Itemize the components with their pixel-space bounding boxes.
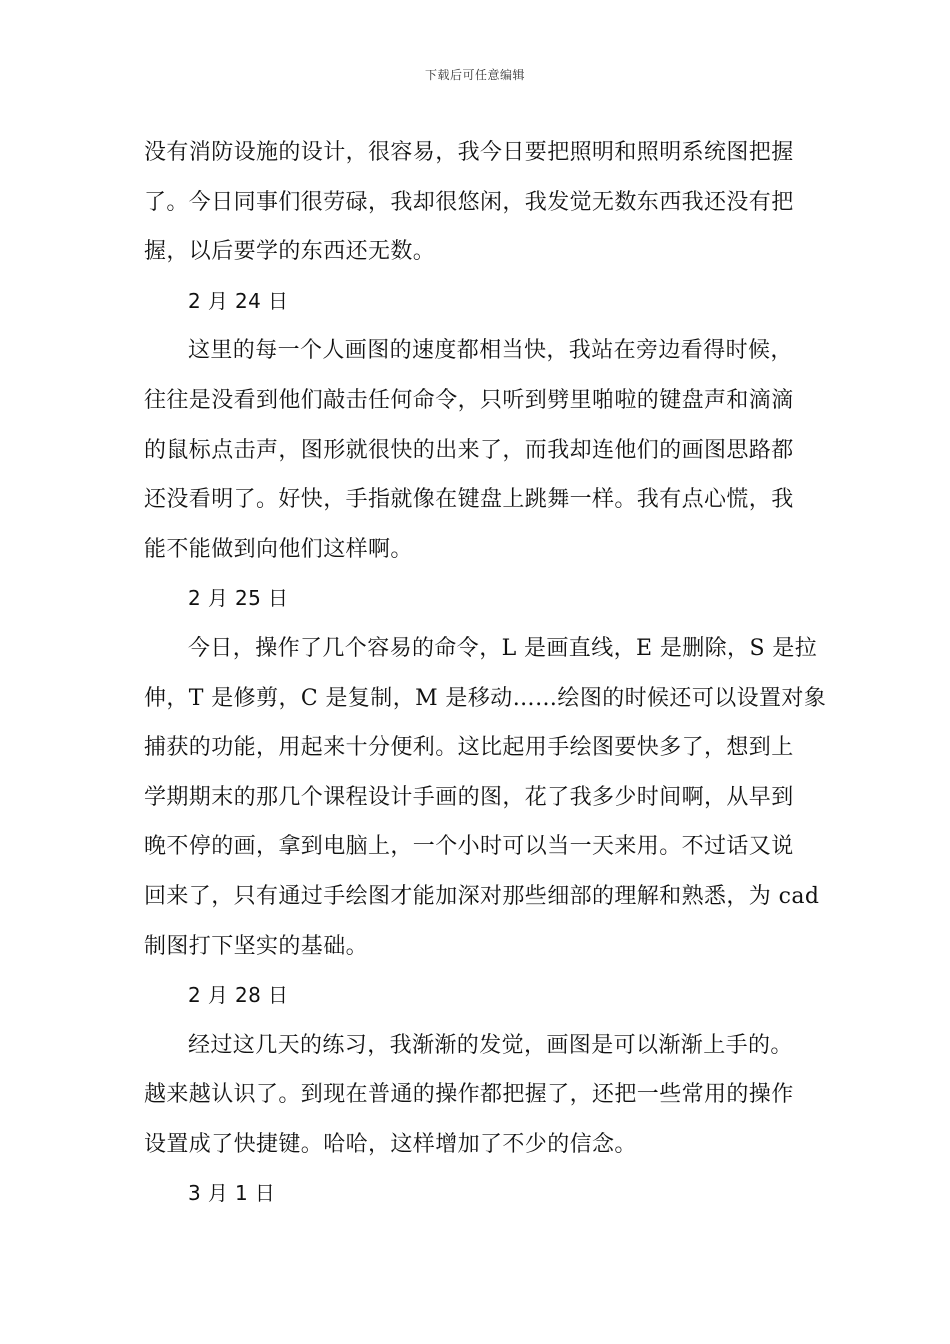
paragraph-line: 制图打下坚实的基础。: [144, 933, 369, 959]
paragraph-line: 没有消防设施的设计，很容易，我今日要把照明和照明系统图把握: [144, 140, 794, 165]
document-body: [144, 128, 827, 1219]
paragraph-line: 经过这几天的练习，我渐渐的发觉，画图是可以渐渐上手的。: [188, 1032, 793, 1058]
paragraph-line: 能不能做到向他们这样啊。: [144, 536, 413, 562]
paragraph-line: 学期期末的那几个课程设计手画的图，花了我多少时间啊，从早到: [144, 784, 794, 810]
paragraph-line: 设置成了快捷键。哈哈，这样增加了不少的信念。: [144, 1131, 637, 1157]
paragraph-line: 的鼠标点击声，图形就很快的出来了，而我却连他们的画图思路都: [144, 437, 794, 463]
paragraph-line: 握，以后要学的东西还无数。: [144, 239, 436, 265]
page-header: 下载后可任意编辑: [424, 68, 525, 82]
paragraph-line: 了。今日同事们很劳碌，我却很悠闲，我发觉无数东西我还没有把: [144, 189, 794, 215]
paragraph-line: 伸，T 是修剪，C 是复制，M 是移动……绘图的时候还可以设置对象: [144, 685, 827, 711]
date-heading: 2 月 24 日: [188, 288, 289, 313]
paragraph-line: 今日，操作了几个容易的命令，L 是画直线，E 是删除，S 是拉: [188, 635, 818, 661]
paragraph-line: 晚不停的画，拿到电脑上，一个小时可以当一天来用。不过话又说: [144, 834, 794, 860]
paragraph-line: 捕获的功能，用起来十分便利。这比起用手绘图要快多了，想到上: [144, 735, 794, 761]
date-heading: 3 月 1 日: [188, 1181, 276, 1206]
paragraph-line: 越来越认识了。到现在普通的操作都把握了，还把一些常用的操作: [144, 1082, 794, 1108]
paragraph-line: 回来了，只有通过手绘图才能加深对那些细部的理解和熟悉，为 cad: [144, 883, 820, 909]
paragraph-line: 这里的每一个人画图的速度都相当快，我站在旁边看得时候，: [188, 338, 793, 364]
date-heading: 2 月 25 日: [188, 586, 289, 611]
date-heading: 2 月 28 日: [188, 983, 289, 1008]
paragraph-line: 还没看明了。好快，手指就像在键盘上跳舞一样。我有点心慌，我: [144, 487, 794, 513]
paragraph-line: 往往是没看到他们敲击任何命令，只听到劈里啪啦的键盘声和滴滴: [144, 387, 794, 413]
